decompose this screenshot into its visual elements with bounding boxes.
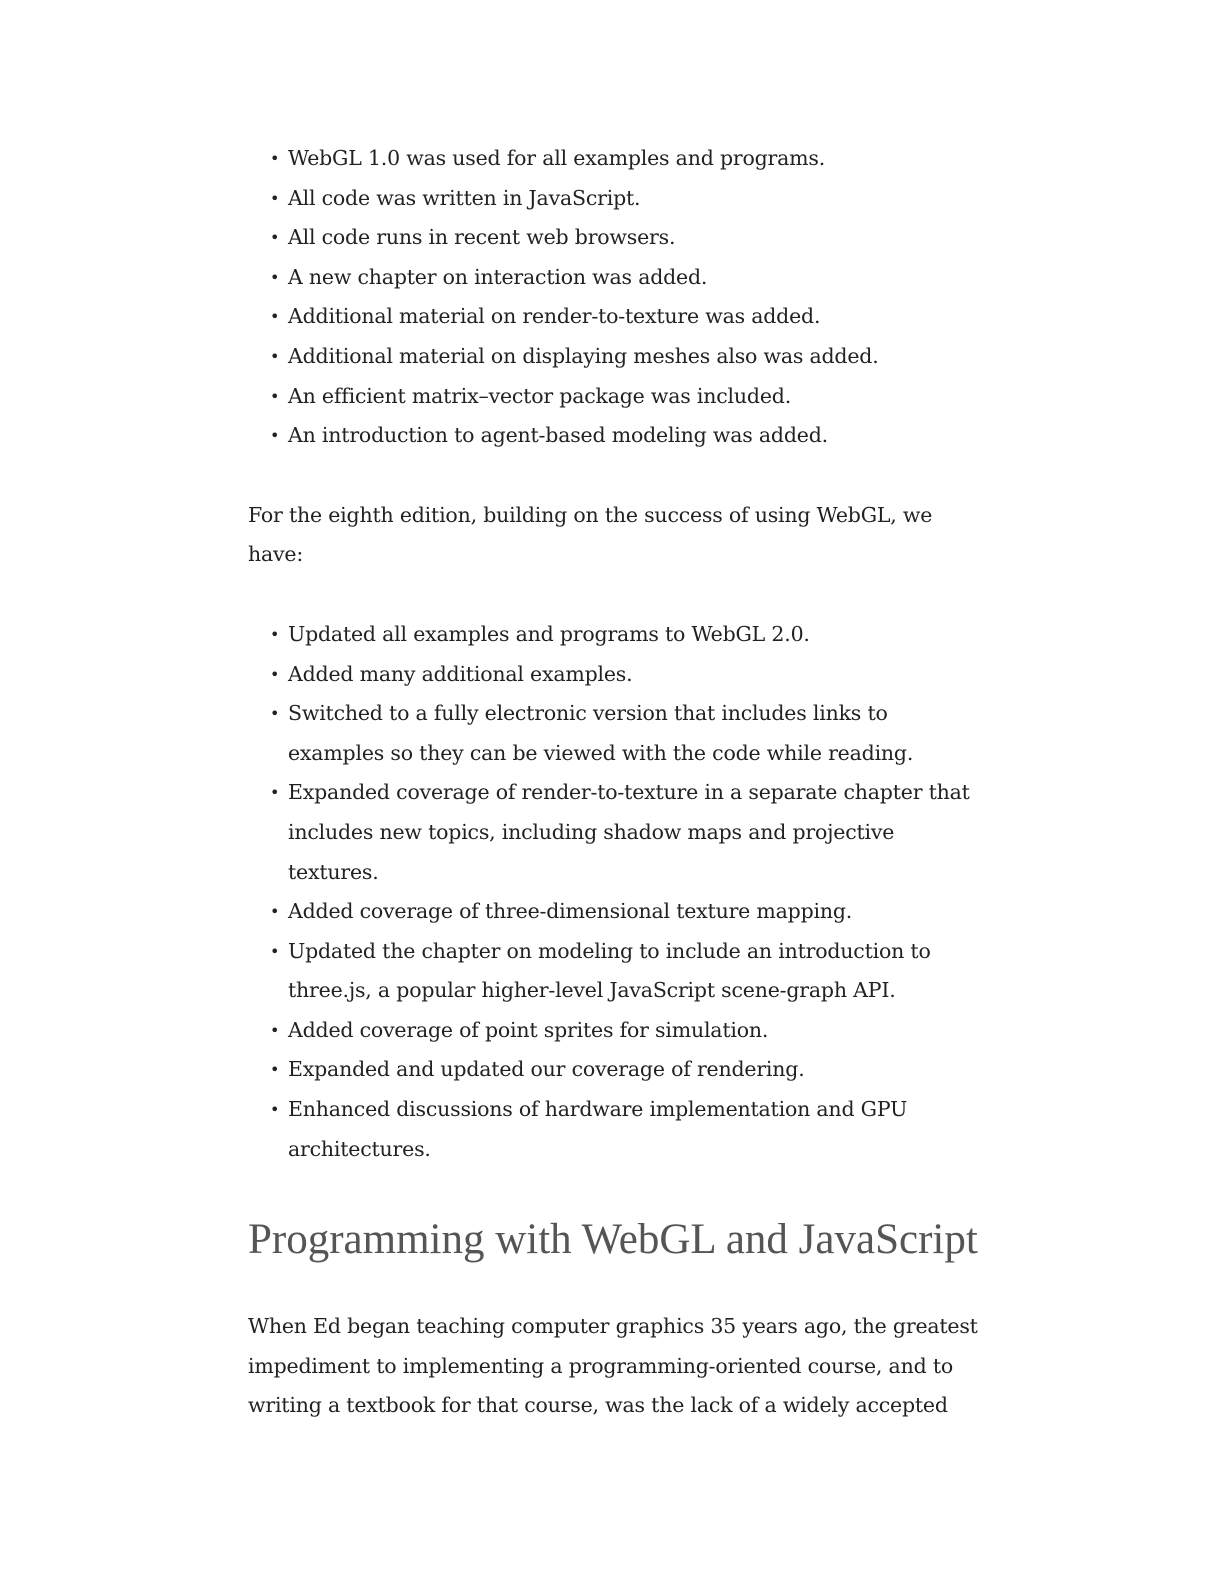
- list-item: • Added coverage of point sprites for simulation.: [288, 1011, 988, 1051]
- intro-paragraph: For the eighth edition, building on the success of using WebGL, we have:: [248, 502, 933, 567]
- bullet-icon: •: [270, 902, 280, 922]
- bullet-icon: •: [270, 386, 280, 406]
- list-item: • Additional material on displaying meshes also was added.: [288, 337, 988, 377]
- bullet-icon: •: [270, 783, 280, 803]
- features-list-seventh-edition: [248, 139, 988, 456]
- bullet-icon: •: [270, 188, 280, 208]
- list-item: • A new chapter on interaction was added.: [288, 258, 988, 298]
- bullet-icon: •: [270, 346, 280, 366]
- bullet-icon: •: [270, 941, 280, 961]
- bullet-icon: •: [270, 624, 280, 644]
- document-page: [248, 139, 988, 1426]
- list-item: • Expanded coverage of render-to-texture in a separate chapter that includes new topics, including shadow maps and projective textures.: [288, 773, 988, 892]
- bullet-icon: •: [270, 307, 280, 327]
- list-item: • Added coverage of three-dimensional texture mapping.: [288, 892, 988, 932]
- list-item: • Switched to a fully electronic version that includes links to examples so they can be viewed with the code while reading.: [288, 694, 988, 773]
- bullet-icon: •: [270, 1060, 280, 1080]
- list-item: • Updated all examples and programs to WebGL 2.0.: [288, 615, 988, 655]
- list-item: • All code runs in recent web browsers.: [288, 218, 988, 258]
- bullet-icon: •: [270, 664, 280, 684]
- bullet-icon: •: [270, 228, 280, 248]
- features-list-eighth-edition: [248, 615, 988, 1169]
- bullet-icon: •: [270, 426, 280, 446]
- bullet-icon: •: [270, 149, 280, 168]
- list-item: • All code was written in JavaScript.: [288, 179, 988, 219]
- list-item: • An introduction to agent-based modeling was added.: [288, 416, 988, 456]
- list-item: • Added many additional examples.: [288, 655, 988, 695]
- section-heading: Programming with WebGL and JavaScript: [248, 1216, 978, 1264]
- list-item: • Enhanced discussions of hardware implementation and GPU architectures.: [288, 1090, 988, 1169]
- bullet-icon: •: [270, 1020, 280, 1040]
- bullet-icon: •: [270, 1100, 280, 1120]
- bullet-icon: •: [270, 267, 280, 287]
- list-item: • WebGL 1.0 was used for all examples and programs.: [288, 139, 988, 179]
- list-item: • Expanded and updated our coverage of rendering.: [288, 1050, 988, 1090]
- bullet-icon: •: [270, 704, 280, 724]
- section-paragraph: When Ed began teaching computer graphics 35 years ago, the greatest impediment to implementing a programming-oriented course, and to writing a textbook for that course, was the lack of a widely accepted: [248, 1314, 978, 1418]
- list-item: • Updated the chapter on modeling to include an introduction to three.js, a popular higher-level JavaScript scene-graph API.: [288, 932, 988, 1011]
- list-item: • An efficient matrix–vector package was included.: [288, 377, 988, 417]
- list-item: • Additional material on render-to-texture was added.: [288, 297, 988, 337]
